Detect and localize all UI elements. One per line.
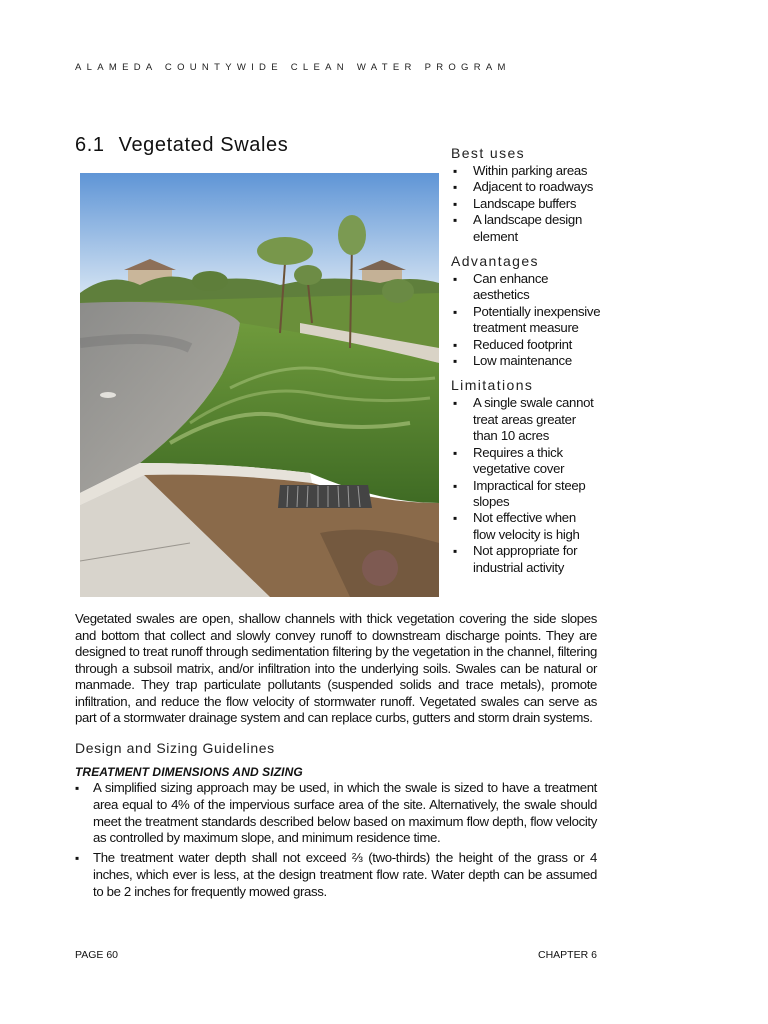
running-header: ALAMEDA COUNTYWIDE CLEAN WATER PROGRAM <box>75 62 511 73</box>
advantages-list <box>451 271 601 369</box>
list-item: ▪ Within parking areas <box>451 163 601 179</box>
list-item: ▪ Low maintenance <box>451 353 601 369</box>
page-number: PAGE 60 <box>75 949 118 961</box>
list-item: ▪ Requires a thick vegetative cover <box>451 445 601 478</box>
section-title-text: Vegetated Swales <box>118 134 289 156</box>
list-item: ▪ A single swale cannot treat areas greater than 10 acres <box>451 395 601 444</box>
list-item: ▪ The treatment water depth shall not exceed ⅔ (two-thirds) the height of the grass or 4 inches, which ever is less, at the design treatment flow rate. Water depth can be assumed to be 2 inches for frequently mowed grass. <box>75 850 597 900</box>
sidebar <box>451 145 601 584</box>
guidelines-list <box>75 780 597 904</box>
best-uses-heading: Best uses <box>451 145 526 161</box>
intro-paragraph: Vegetated swales are open, shallow channels with thick vegetation covering the side slopes and bottom that collect and slowly convey runoff to downstream discharge points. They are designed to treat runoff through sedimentation filtering by the vegetation in the channel, filtering through a subsoil matrix, and/or infiltration into the underlying soils. Swales can be natural or manmade. They trap particulate pollutants (suspended solids and trace metals), promote infiltration, and reduce the flow velocity of stormwater runoff. Vegetated swales can serve as part of a stormwater drainage system and can replace curbs, gutters and storm drain systems. <box>75 611 597 725</box>
list-item: ▪ Adjacent to roadways <box>451 179 601 195</box>
list-item: ▪ Landscape buffers <box>451 196 601 212</box>
list-item: ▪ Impractical for steep slopes <box>451 478 601 511</box>
treatment-heading: TREATMENT DIMENSIONS AND SIZING <box>75 765 303 779</box>
section-number: 6.1 <box>75 134 105 156</box>
chapter-label: CHAPTER 6 <box>538 949 597 961</box>
list-item: ▪ Not effective when flow velocity is high <box>451 510 601 543</box>
section-title <box>75 134 288 157</box>
limitations-list <box>451 395 601 575</box>
list-item: ▪ Not appropriate for industrial activity <box>451 543 601 576</box>
advantages-heading: Advantages <box>451 253 539 270</box>
list-item: ▪ A simplified sizing approach may be used, in which the swale is sized to have a treatment area equal to 4% of the impervious surface area of the site. Alternatively, the swale should meet the treatment standards described below based on maximum flow depth, flow velocity as controlled by maximum slope, and minimum residence time. <box>75 780 597 847</box>
list-item: ▪ Reduced footprint <box>451 337 601 353</box>
design-heading: Design and Sizing Guidelines <box>75 740 275 756</box>
list-item: ▪ Potentially inexpensive treatment measure <box>451 304 601 337</box>
best-uses-list <box>451 163 601 245</box>
list-item: ▪ Can enhance aesthetics <box>451 271 601 304</box>
swale-photo <box>80 173 439 597</box>
limitations-heading: Limitations <box>451 377 534 394</box>
list-item: ▪ A landscape design element <box>451 212 601 245</box>
